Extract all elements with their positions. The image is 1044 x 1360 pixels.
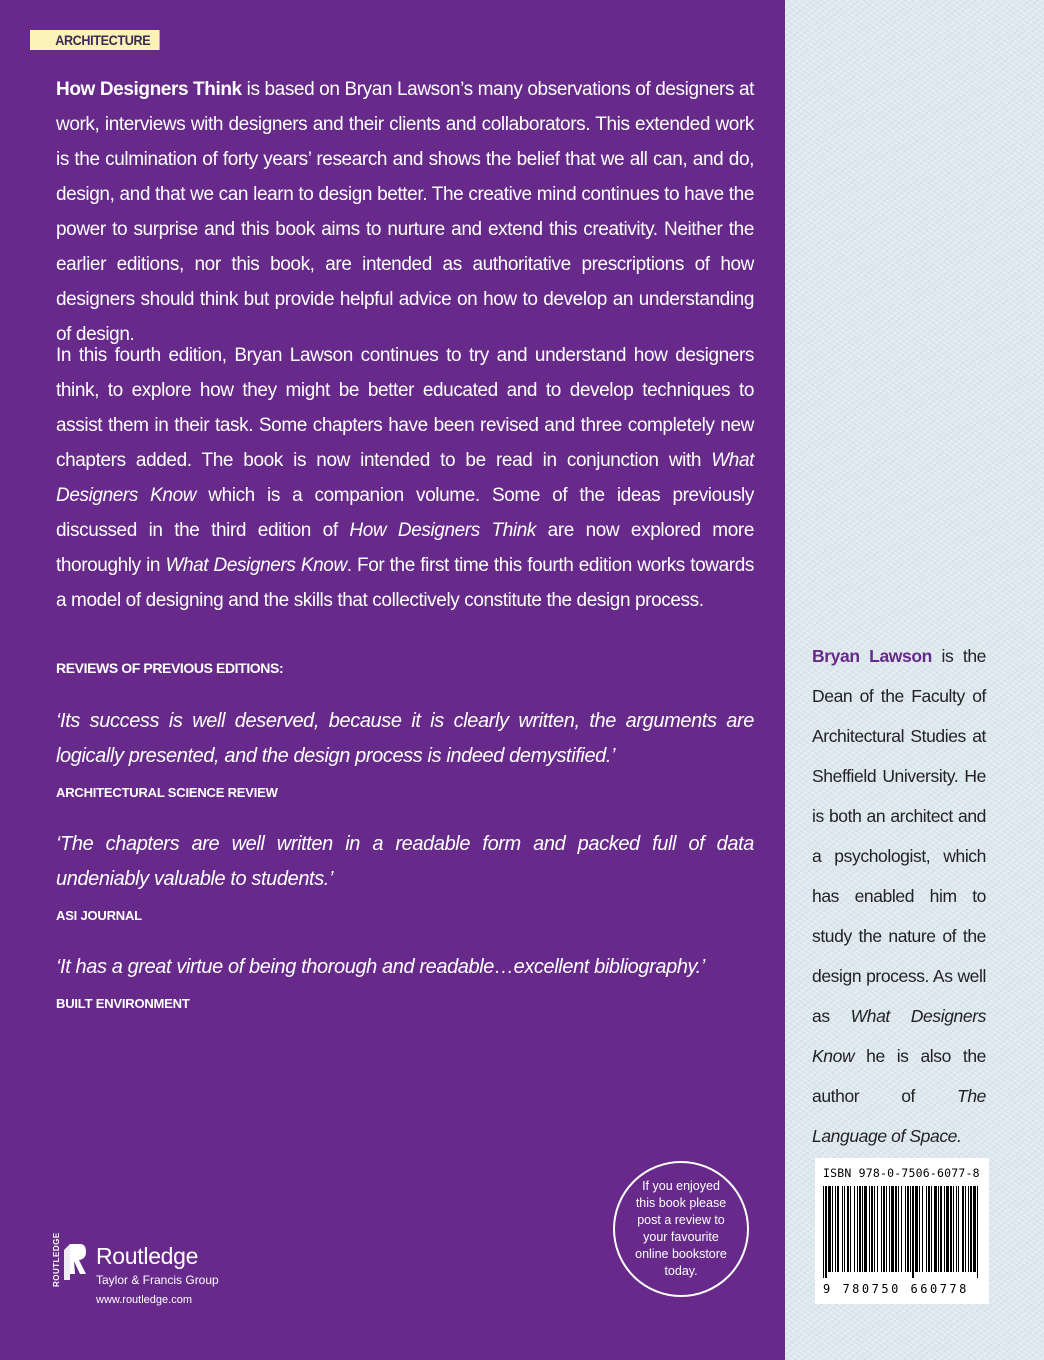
description-paragraph-1 (56, 72, 754, 352)
author-bio (812, 636, 986, 1156)
barcode-bar (931, 1186, 932, 1272)
barcode-bar (837, 1186, 839, 1272)
review-source: ASI JOURNAL (56, 908, 142, 923)
description-text: In this fourth edition, Bryan Lawson continues to try and understand how designers think, to explore how they might be better educated and to develop techniques to assist them in their task. Some chapters have been revised and three completely new chapters added. The book is now intended to be read in conjunction with (56, 345, 754, 471)
barcode-bar (973, 1186, 976, 1272)
barcode-bar (928, 1186, 930, 1272)
barcode-bar (968, 1186, 969, 1272)
barcode-bar (859, 1186, 861, 1272)
italic-title: How Designers Think (349, 520, 536, 541)
reviews-heading: REVIEWS OF PREVIOUS EDITIONS: (56, 660, 284, 676)
barcode-bar (847, 1186, 849, 1272)
barcode-bar (854, 1186, 855, 1272)
review-quote: ‘The chapters are well written in a readable form and packed full of data undeniably valuable to students.’ (56, 833, 754, 890)
barcode-bar (835, 1186, 836, 1272)
barcode-bar (898, 1186, 899, 1272)
review-quote: ‘It has a great virtue of being thorough and readable…excellent bibliography.’ (56, 956, 705, 978)
barcode-bar (962, 1186, 964, 1272)
barcode-bar (891, 1186, 894, 1272)
barcode-bar (828, 1186, 831, 1272)
description-text: which is a companion volume. Some of the ideas previously discussed in the third edition of (56, 485, 754, 541)
barcode-bar (895, 1186, 897, 1272)
description-text: . For the first time this fourth edition works towards a model of designing and the skills that collectively constitute the design process. (56, 555, 754, 611)
publisher-group: Taylor & Francis Group (96, 1273, 219, 1287)
review-request-circle (613, 1161, 749, 1297)
barcode-bar (864, 1186, 867, 1272)
barcode-bar (977, 1186, 978, 1278)
publisher-name: Routledge (96, 1243, 199, 1269)
barcode-bar (874, 1186, 875, 1272)
barcode-bar (912, 1186, 914, 1278)
barcode-bar (842, 1186, 843, 1272)
barcode-bar (871, 1186, 873, 1272)
author-name: Bryan Lawson (812, 646, 932, 666)
bio-text: is the Dean of the Faculty of Architectural Studies at Sheffield University. He is both an architect and a psychologist, which has enabled him to study the nature of the design process. As well as (812, 646, 987, 1026)
barcode-bar (907, 1186, 909, 1272)
description-paragraph-2 (56, 338, 754, 618)
publisher-logo-vertical-text: ROUTLEDGE (52, 1232, 61, 1287)
barcode-bar (889, 1186, 890, 1272)
review-source: ARCHITECTURAL SCIENCE REVIEW (56, 785, 278, 800)
barcode-bar (877, 1186, 878, 1272)
italic-title: What Designers Know (56, 450, 754, 506)
barcode-bar (956, 1186, 957, 1272)
barcode-bar (844, 1186, 845, 1272)
barcode-panel (815, 1158, 989, 1304)
barcode-bar (857, 1186, 858, 1272)
barcode-bar (823, 1186, 824, 1278)
barcode-bar (850, 1186, 851, 1272)
barcode-icon (823, 1186, 981, 1278)
barcode-bar (958, 1186, 959, 1272)
barcode-bar (944, 1186, 945, 1272)
barcode-bar (910, 1186, 911, 1272)
description-text: is based on Bryan Lawson’s many observations of designers at work, interviews with designers and their clients and collaborators. This extended work is the culmination of forty years’ research and shows the belief that we all can, and do, design, and that we can learn to design better. The creative mind continues to have the power to surprise and this book aims to nurture and extend this creativity. Neither the earlier editions, nor this book, are intended as authoritative prescriptions of how designers should think but provide helpful advice on how to develop an understanding of design. (56, 79, 754, 345)
barcode-number: 9 780750 660778 (823, 1282, 969, 1296)
isbn-label: ISBN 978-0-7506-6077-8 (823, 1166, 980, 1180)
barcode-bar (869, 1186, 870, 1272)
barcode-bar (905, 1186, 906, 1272)
barcode-bar (881, 1186, 882, 1272)
barcode-bar (934, 1186, 937, 1272)
barcode-bar (919, 1186, 920, 1272)
barcode-bar (832, 1186, 833, 1272)
italic-title: What Designers Know (812, 1006, 986, 1066)
review-request-text: If you enjoyed this book please post a review to your favourite online bookstore today. (635, 1179, 727, 1278)
barcode-bar (940, 1186, 942, 1272)
barcode-bar (938, 1186, 939, 1272)
barcode-bar (862, 1186, 863, 1272)
book-title-bold: How Designers Think (56, 79, 242, 100)
barcode-bar (950, 1186, 952, 1272)
barcode-bar (970, 1186, 972, 1272)
barcode-bar (886, 1186, 887, 1272)
barcode-bar (915, 1186, 918, 1272)
bio-text: he is also the author of (812, 1046, 986, 1106)
barcode-bar (953, 1186, 954, 1272)
barcode-bar (825, 1186, 827, 1278)
publisher-url: www.routledge.com (96, 1294, 192, 1306)
barcode-bar (965, 1186, 966, 1272)
description-text: are now explored more thoroughly in (56, 520, 754, 576)
barcode-bar (901, 1186, 902, 1272)
italic-title: What Designers Know (165, 555, 347, 576)
review-quote: ‘Its success is well deserved, because it is clearly written, the arguments are logically presented, and the design process is indeed demystified.’ (56, 710, 754, 767)
barcode-bar (926, 1186, 927, 1272)
barcode-bar (883, 1186, 885, 1272)
category-label: ARCHITECTURE (30, 30, 159, 50)
review-source: BUILT ENVIRONMENT (56, 996, 190, 1011)
barcode-bar (922, 1186, 923, 1272)
barcode-bar (946, 1186, 949, 1272)
italic-title: The Language of Space. (812, 1086, 986, 1146)
